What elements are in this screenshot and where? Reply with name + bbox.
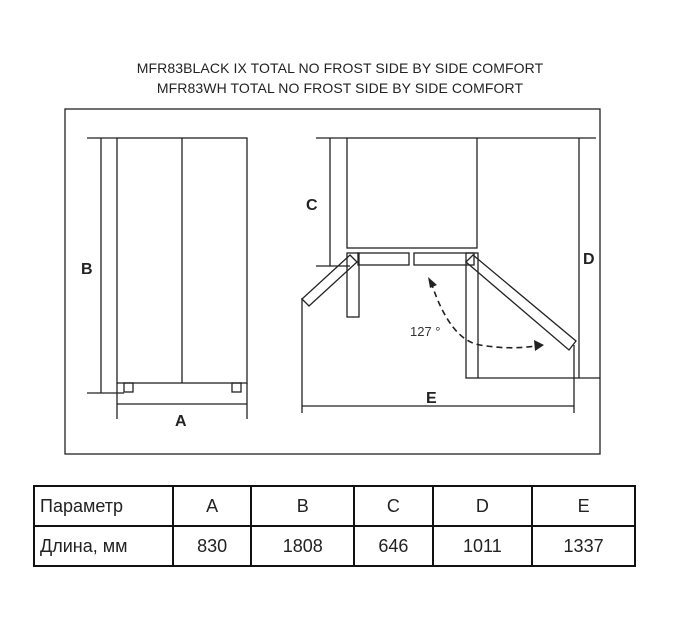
table-cell: E (532, 486, 635, 526)
table-cell: Параметр (34, 486, 173, 526)
table-cell: 1337 (532, 526, 635, 566)
table-cell: 1011 (433, 526, 533, 566)
right-door-closed (414, 253, 474, 265)
table-cell: A (173, 486, 251, 526)
label-c: C (306, 197, 318, 214)
right-door-open-angled (466, 255, 576, 350)
label-b: B (81, 261, 93, 278)
table-cell: 830 (173, 526, 251, 566)
dimensions-table (33, 485, 636, 567)
diagram-frame (65, 109, 600, 454)
door-swing-arc (431, 282, 535, 348)
table-cell: 646 (354, 526, 432, 566)
title-line-2: MFR83WH TOTAL NO FROST SIDE BY SIDE COMFORT (156, 80, 524, 96)
arrow-head-right-icon (534, 340, 544, 351)
left-door-closed (358, 253, 409, 265)
table-header-row (34, 486, 635, 526)
table-cell: B (251, 486, 354, 526)
left-foot (124, 383, 133, 392)
dimension-e (302, 298, 574, 413)
table-cell: C (354, 486, 432, 526)
label-a: A (175, 413, 187, 430)
door-angle-label: 127 ° (410, 324, 441, 339)
front-view-fridge (117, 138, 247, 392)
label-e: E (426, 390, 437, 407)
right-foot (232, 383, 241, 392)
arrow-head-up-icon (428, 277, 437, 288)
table-cell: D (433, 486, 533, 526)
top-view-fridge (302, 138, 600, 378)
dimension-c (316, 138, 350, 266)
right-door-open-90 (466, 253, 478, 378)
label-d: D (583, 251, 595, 268)
table-cell: Длина, мм (34, 526, 173, 566)
table-cell: 1808 (251, 526, 354, 566)
title-line-1: MFR83BLACK IX TOTAL NO FROST SIDE BY SIDE COMFORT (136, 60, 544, 76)
table-row (34, 526, 635, 566)
